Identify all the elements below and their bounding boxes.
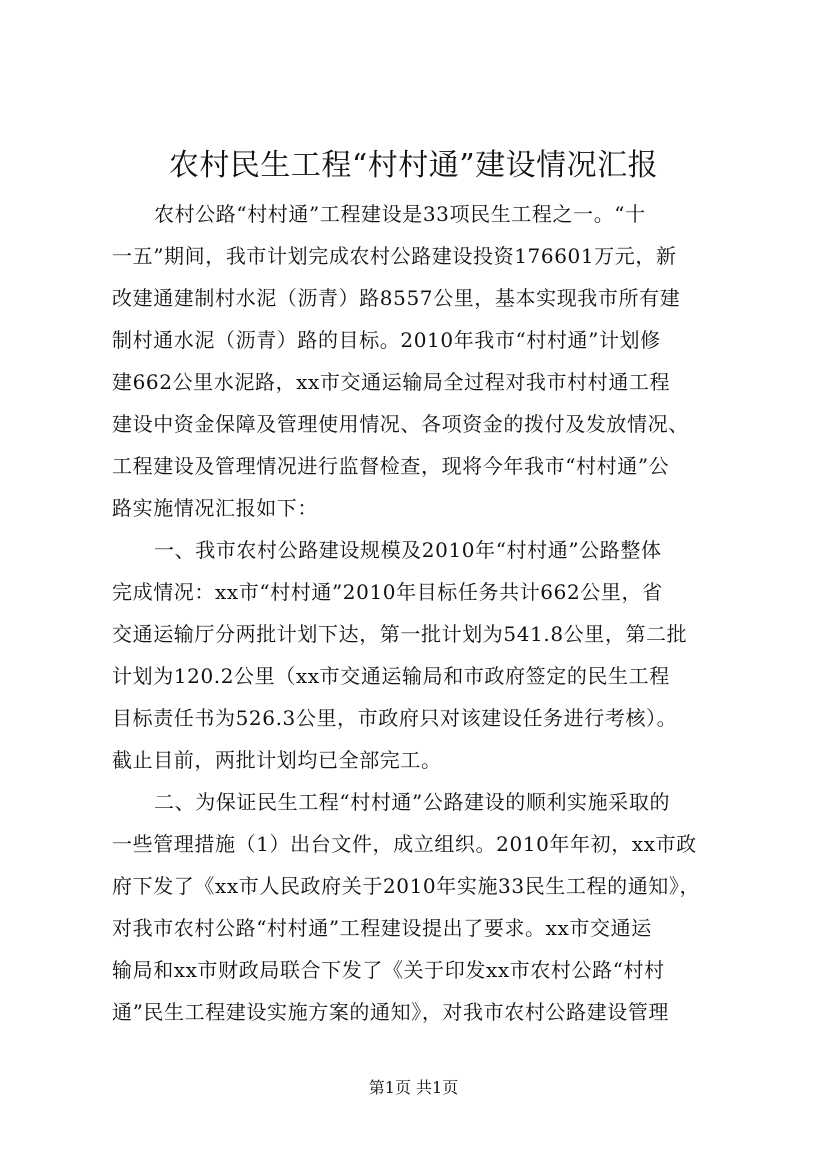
body-line: 建662公里水泥路，xx市交通运输局全过程对我市村村通工程	[112, 370, 671, 394]
body-line: 农村公路“村村通”工程建设是33项民生工程之一。“十	[154, 202, 646, 226]
body-line: 改建通建制村水泥（沥青）路8557公里，基本实现我市所有建	[112, 286, 681, 310]
body-line: 目标责任书为526.3公里，市政府只对该建设任务进行考核）。	[112, 706, 678, 730]
body-line: 计划为120.2公里（xx市交通运输局和市政府签定的民生工程	[112, 664, 670, 688]
body-line: 制村通水泥（沥青）路的目标。2010年我市“村村通”计划修	[112, 328, 661, 352]
body-line: 二、为保证民生工程“村村通”公路建设的顺利实施采取的	[154, 790, 671, 814]
body-line: 交通运输厅分两批计划下达，第一批计划为541.8公里，第二批	[112, 622, 688, 646]
body-line: 截止目前，两批计划均已全部完工。	[112, 748, 442, 772]
body-line: 路实施情况汇报如下：	[112, 496, 318, 520]
body-line: 府下发了《xx市人民政府关于2010年实施33民生工程的通知》，	[112, 874, 701, 898]
page-number: 第1页 共1页	[368, 1078, 459, 1097]
body-line: 通”民生工程建设实施方案的通知》，对我市农村公路建设管理	[112, 1000, 670, 1024]
body-line: 一些管理措施（1）出台文件，成立组织。2010年年初，xx市政	[112, 832, 697, 856]
body-line: 一五”期间，我市计划完成农村公路建设投资176601万元，新	[112, 244, 677, 268]
body-line: 建设中资金保障及管理使用情况、各项资金的拨付及发放情况、	[112, 412, 689, 436]
body-line: 完成情况：xx市“村村通”2010年目标任务共计662公里，省	[112, 580, 663, 604]
body-line: 一、我市农村公路建设规模及2010年“村村通”公路整体	[154, 538, 662, 562]
document-title: 农村民生工程“村村通”建设情况汇报	[168, 148, 659, 183]
body-line: 对我市农村公路“村村通”工程建设提出了要求。xx市交通运	[112, 916, 652, 940]
body-line: 输局和xx市财政局联合下发了《关于印发xx市农村公路“村村	[112, 958, 665, 982]
body-line: 工程建设及管理情况进行监督检查，现将今年我市“村村通”公	[112, 454, 670, 478]
